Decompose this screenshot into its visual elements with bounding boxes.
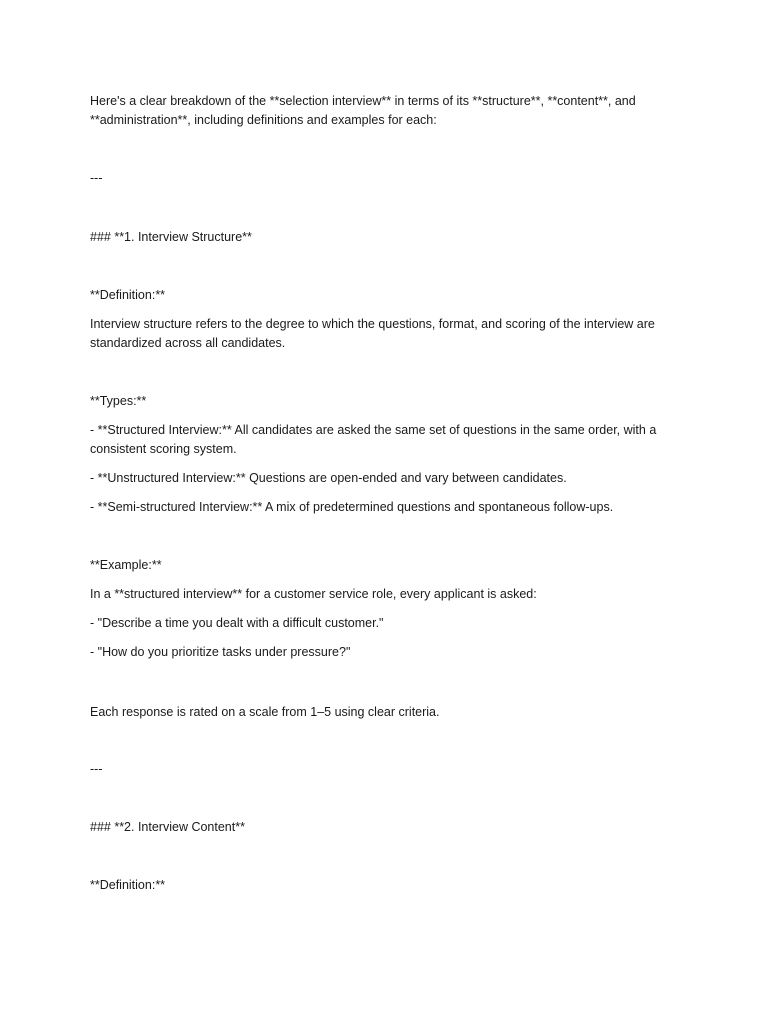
example-intro: In a **structured interview** for a customer service role, every applicant is asked: xyxy=(90,587,537,601)
section-heading-structure: ### **1. Interview Structure** xyxy=(90,230,252,244)
definition-label: **Definition:** xyxy=(90,878,166,892)
types-label: **Types:** xyxy=(90,394,147,408)
definition-label: **Definition:** xyxy=(90,288,166,302)
definition-text-line-2: standardized across all candidates. xyxy=(90,336,286,350)
section-separator: --- xyxy=(90,762,103,776)
intro-text-line-2: **administration**, including definitions and examples for each: xyxy=(90,113,437,127)
example-question-1: - "Describe a time you dealt with a difficult customer." xyxy=(90,616,384,630)
section-heading-content: ### **2. Interview Content** xyxy=(90,820,245,834)
definition-text-line-1: Interview structure refers to the degree to which the questions, format, and scoring of the interview are xyxy=(90,317,655,331)
example-rating: Each response is rated on a scale from 1–5 using clear criteria. xyxy=(90,705,440,719)
type-structured-line-1: - **Structured Interview:** All candidates are asked the same set of questions in the same order, with a xyxy=(90,423,657,437)
example-question-2: - "How do you prioritize tasks under pressure?" xyxy=(90,645,351,659)
example-label: **Example:** xyxy=(90,558,162,572)
type-structured-line-2: consistent scoring system. xyxy=(90,442,237,456)
type-semi-structured: - **Semi-structured Interview:** A mix of predetermined questions and spontaneous follow-ups. xyxy=(90,500,614,514)
intro-text-line-1: Here's a clear breakdown of the **selection interview** in terms of its **structure**, **content**, and xyxy=(90,94,636,108)
type-unstructured: - **Unstructured Interview:** Questions are open-ended and vary between candidates. xyxy=(90,471,567,485)
section-separator: --- xyxy=(90,171,103,185)
